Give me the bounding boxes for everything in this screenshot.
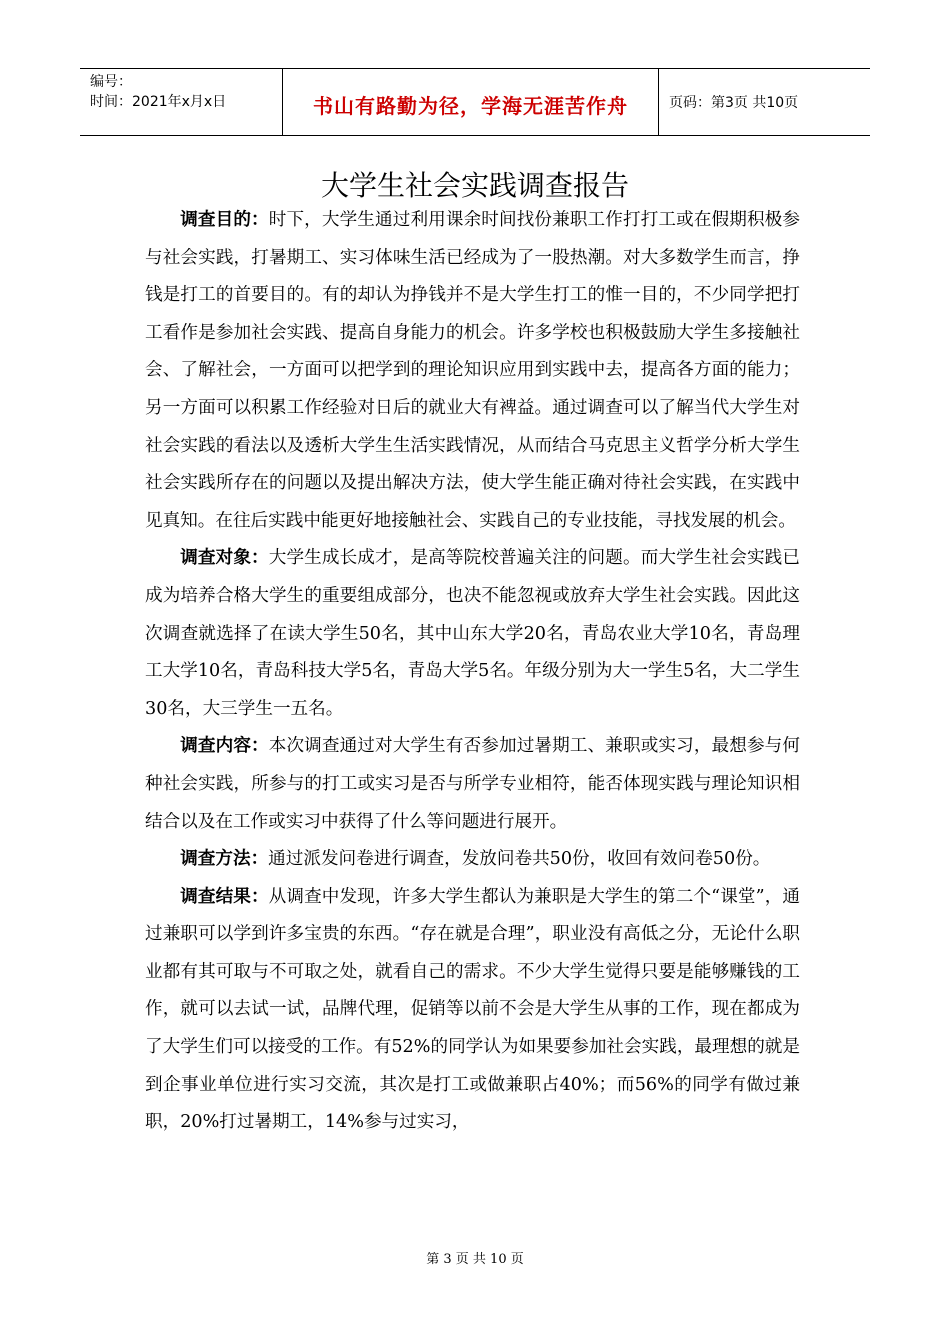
section-subjects [145,540,800,728]
section-purpose [145,202,800,540]
document-title: 大学生社会实践调查报告 [320,169,629,202]
section-label: 调查结果： [180,886,269,907]
header-left-cell [80,69,283,135]
document-body [145,202,800,1142]
section-label: 调查内容： [180,736,269,757]
section-label: 调查方法： [180,849,269,870]
date-label: 时间：2021年x月x日 [90,94,227,110]
page-footer: 第 3 页 共 10 页 [426,1252,524,1267]
section-text: 本次调查通过对大学生有否参加过暑期工、兼职或实习，最想参与何种社会实践，所参与的打工或实习是否与所学专业相符，能否体现实践与理论知识相结合以及在工作或实习中获得了什么等问题进行展开。 [145,736,800,832]
section-text: 大学生成长成才，是高等院校普遍关注的问题。而大学生社会实践已成为培养合格大学生的重要组成部分，也决不能忽视或放弃大学生社会实践。因此这次调查就选择了在读大学生50名，其中山东大学20名，青岛农业大学10名，青岛理工大学10名，青岛科技大学5名，青岛大学5名。年级分别为大一学生5名，大二学生30名，大三学生一五名。 [145,548,800,719]
section-label: 调查目的： [180,210,269,230]
section-text: 时下，大学生通过利用课余时间找份兼职工作打打工或在假期积极参与社会实践，打暑期工、实习体味生活已经成为了一股热潮。对大多数学生而言，挣钱是打工的首要目的。有的却认为挣钱并不是大学生打工的惟一目的，不少同学把打工看作是参加社会实践、提高自身能力的机会。许多学校也积极鼓励大学生多接触社会、了解社会，一方面可以把学到的理论知识应用到实践中去，提高各方面的能力；另一方面可以积累工作经验对日后的就业大有裨益。通过调查可以了解当代大学生对社会实践的看法以及透析大学生生活实践情况，从而结合马克思主义哲学分析大学生社会实践所存在的问题以及提出解决方法，使大学生能正确对待社会实践，在实践中见真知。在往后实践中能更好地接触社会、实践自己的专业技能，寻找发展的机会。 [145,210,800,531]
section-method [145,841,800,879]
section-text: 通过派发问卷进行调查，发放问卷共50份，收回有效问卷50份。 [268,849,771,870]
section-content [145,728,800,841]
section-text: 从调查中发现，许多大学生都认为兼职是大学生的第二个“课堂”，通过兼职可以学到许多宝贵的东西。“存在就是合理”，职业没有高低之分，无论什么职业都有其可取与不可取之处，就看自己的需求。不少大学生觉得只要是能够赚钱的工作，就可以去试一试，品牌代理，促销等以前不会是大学生从事的工作，现在都成为了大学生们可以接受的工作。有52%的同学认为如果要参加社会实践，最理想的就是到企事业单位进行实习交流，其次是打工或做兼职占40%；而56%的同学有做过兼职，20%打过暑期工，14%参与过实习， [145,886,800,1133]
page-indicator: 页码：第3页 共10页 [669,95,799,111]
number-label: 编号： [90,74,132,90]
section-results [145,879,800,1142]
section-label: 调查对象： [180,548,269,569]
header-table [80,68,870,136]
motto: 书山有路勤为径，学海无涯苦作舟 [283,69,659,135]
